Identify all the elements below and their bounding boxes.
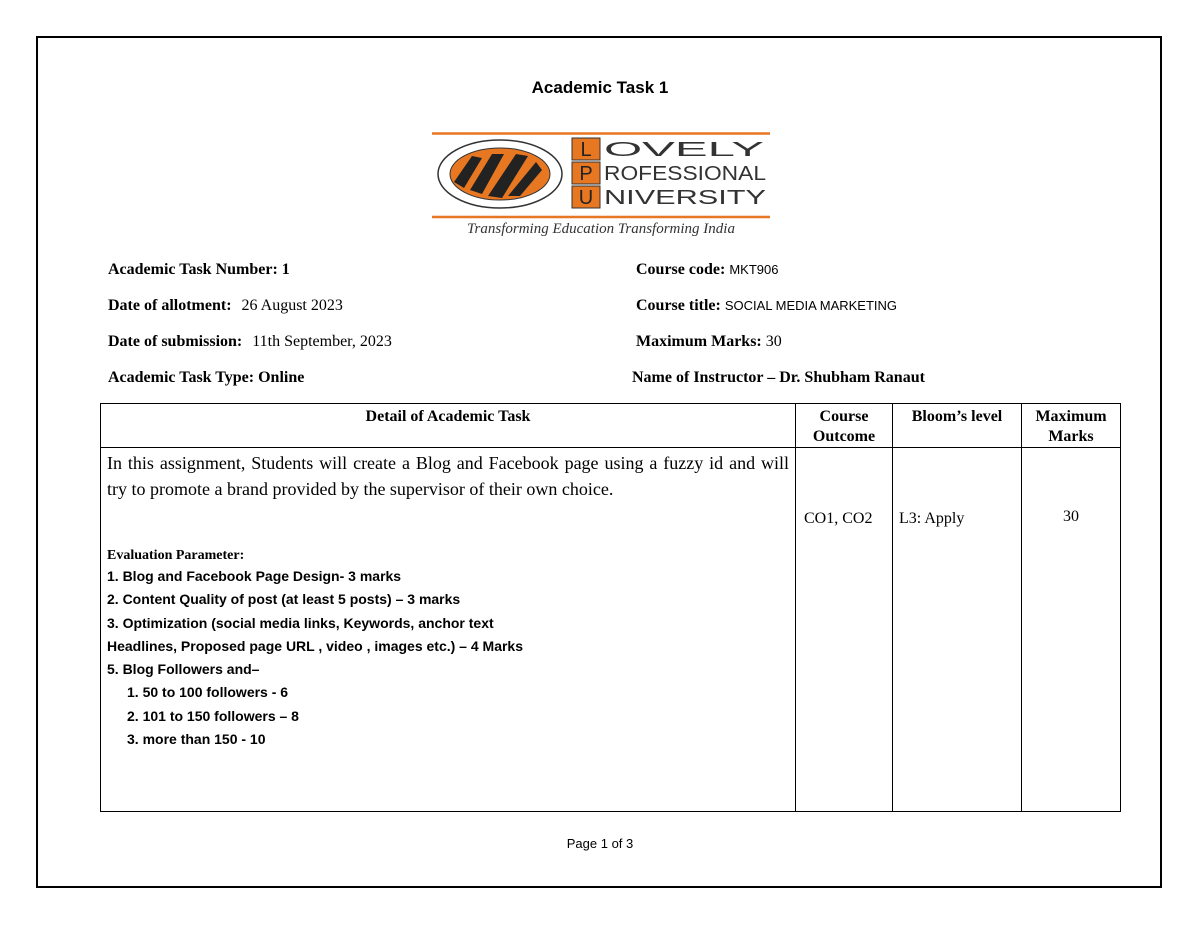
- task-description: In this assignment, Students will create a Blog and Facebook page using a fuzzy id and will try to promote a brand provided by the supervisor of their own choice.: [107, 453, 789, 499]
- university-seal-icon: [438, 132, 562, 234]
- header-maximum-marks: Maximum Marks: [1022, 404, 1121, 448]
- header-blooms-level: Bloom’s level: [893, 404, 1022, 448]
- task-number-label: Academic Task Number:: [108, 261, 278, 278]
- evaluation-item: Headlines, Proposed page URL , video , images etc.) – 4 Marks: [107, 637, 523, 654]
- max-marks-value: 30: [765, 333, 782, 350]
- logo-word-professional: ROFESSIONAL: [604, 163, 766, 185]
- submission-value: 11th September, 2023: [252, 333, 392, 350]
- follower-item: 3. more than 150 - 10: [127, 731, 266, 748]
- logo-word-lovely: OVELY: [604, 139, 764, 161]
- evaluation-title: Evaluation Parameter:: [107, 548, 245, 563]
- logo-word-university: NIVERSITY: [604, 187, 766, 209]
- header-detail: Detail of Academic Task: [101, 404, 796, 448]
- course-code-value: MKT906: [729, 262, 779, 277]
- task-number-field: [108, 261, 290, 279]
- course-title-field: [636, 297, 897, 315]
- header-course-outcome: Course Outcome: [796, 404, 893, 448]
- logo-letter-l: L: [580, 139, 592, 161]
- evaluation-item: 5. Blog Followers and–: [107, 661, 260, 678]
- max-marks-field: [636, 333, 782, 351]
- allotment-label: Date of allotment:: [108, 297, 232, 314]
- logo-letter-p: P: [579, 163, 593, 185]
- instructor-name: Name of Instructor – Dr. Shubham Ranaut: [632, 369, 925, 386]
- page-title: Academic Task 1: [531, 78, 669, 97]
- evaluation-item: 3. Optimization (social media links, Keywords, anchor text: [107, 614, 494, 631]
- task-type-value: Online: [258, 369, 305, 386]
- max-marks-label: Maximum Marks:: [636, 333, 762, 350]
- evaluation-item: 2. Content Quality of post (at least 5 posts) – 3 marks: [107, 591, 461, 608]
- logo-letter-boxes: [572, 138, 600, 209]
- course-title-label: Course title:: [636, 297, 721, 314]
- maximum-marks-cell: 30: [1022, 448, 1121, 812]
- logo-tagline: Transforming Education Transforming India: [467, 221, 735, 237]
- academic-task-table: [100, 403, 1121, 812]
- allotment-value: 26 August 2023: [241, 297, 343, 314]
- task-type-label: Academic Task Type:: [108, 369, 255, 386]
- course-code-field: [636, 261, 778, 279]
- follower-item: 1. 50 to 100 followers - 6: [127, 684, 289, 701]
- task-type-field: [108, 369, 304, 387]
- course-title-value: SOCIAL MEDIA MARKETING: [724, 298, 898, 313]
- logo-letter-u: U: [578, 187, 594, 209]
- course-code-label: Course code:: [636, 261, 726, 278]
- task-description-cell: [101, 448, 796, 812]
- task-number-value: 1: [281, 261, 290, 278]
- table-row: [101, 448, 1121, 812]
- page-footer: Page 1 of 3: [566, 836, 634, 851]
- blooms-level-cell: L3: Apply: [893, 448, 1022, 812]
- submission-field: [108, 333, 392, 351]
- evaluation-item: 1. Blog and Facebook Page Design- 3 marks: [107, 568, 402, 584]
- university-logo: [432, 132, 770, 238]
- allotment-field: [108, 297, 343, 315]
- course-outcome-cell: CO1, CO2: [796, 448, 893, 812]
- instructor-field: [632, 369, 925, 387]
- follower-item: 2. 101 to 150 followers – 8: [127, 707, 299, 724]
- submission-label: Date of submission:: [108, 333, 243, 350]
- table-header-row: [101, 404, 1121, 448]
